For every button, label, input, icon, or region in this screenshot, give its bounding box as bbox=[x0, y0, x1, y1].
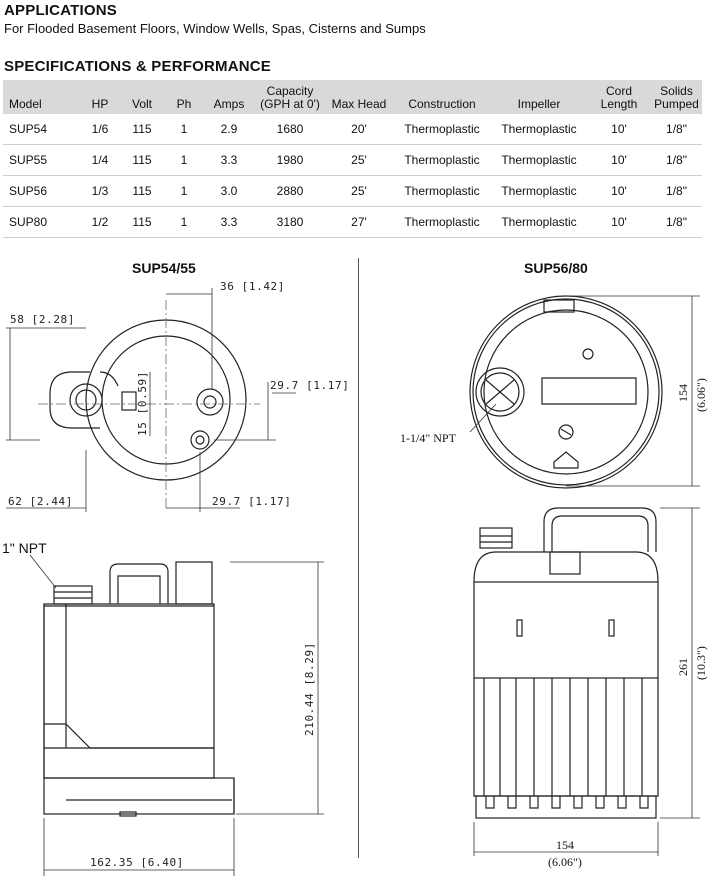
cell-model: SUP54 bbox=[3, 114, 81, 145]
cell-capacity: 3180 bbox=[255, 207, 325, 238]
cell-hp: 1/4 bbox=[81, 145, 119, 176]
cell-maxhead: 20' bbox=[325, 114, 393, 145]
cell-solids: 1/8" bbox=[651, 145, 702, 176]
cell-ph: 1 bbox=[165, 176, 203, 207]
col-solids-line1: Solids bbox=[660, 84, 693, 98]
cell-cord: 10' bbox=[587, 207, 651, 238]
cell-amps: 2.9 bbox=[203, 114, 255, 145]
col-ph: Ph bbox=[165, 80, 203, 114]
cell-capacity: 1980 bbox=[255, 145, 325, 176]
col-volt: Volt bbox=[119, 80, 165, 114]
cell-amps: 3.3 bbox=[203, 207, 255, 238]
cell-construction: Thermoplastic bbox=[393, 176, 491, 207]
dim-15-label: 15 [0.59] bbox=[136, 370, 149, 436]
cell-model: SUP56 bbox=[3, 176, 81, 207]
cell-cord: 10' bbox=[587, 176, 651, 207]
cell-capacity: 1680 bbox=[255, 114, 325, 145]
cell-model: SUP80 bbox=[3, 207, 81, 238]
width-dim-mm: 154 bbox=[556, 838, 574, 852]
cell-solids: 1/8" bbox=[651, 207, 702, 238]
cell-volt: 115 bbox=[119, 114, 165, 145]
height-dim-mm: 261 bbox=[676, 658, 690, 676]
col-cord-line1: Cord bbox=[605, 84, 632, 98]
cell-solids: 1/8" bbox=[651, 176, 702, 207]
sup56-top-view bbox=[470, 296, 662, 488]
col-capacity-line1: Capacity bbox=[266, 84, 314, 98]
right-drawing-title: SUP56/80 bbox=[524, 260, 588, 276]
cell-volt: 115 bbox=[119, 176, 165, 207]
cell-model: SUP55 bbox=[3, 145, 81, 176]
dim-height-label: 210.44 [8.29] bbox=[303, 642, 316, 736]
cell-amps: 3.3 bbox=[203, 145, 255, 176]
cell-cord: 10' bbox=[587, 114, 651, 145]
cell-cord: 10' bbox=[587, 145, 651, 176]
cell-construction: Thermoplastic bbox=[393, 207, 491, 238]
npt-114-label: 1-1/4" NPT bbox=[400, 431, 456, 445]
width-dim-in: (6.06") bbox=[548, 855, 582, 869]
cell-ph: 1 bbox=[165, 145, 203, 176]
cell-volt: 115 bbox=[119, 207, 165, 238]
cell-hp: 1/6 bbox=[81, 114, 119, 145]
col-cord-line2: Length bbox=[600, 97, 638, 111]
cell-impeller: Thermoplastic bbox=[491, 114, 587, 145]
cell-capacity: 2880 bbox=[255, 176, 325, 207]
cell-amps: 3.0 bbox=[203, 176, 255, 207]
npt-1in-label: 1" NPT bbox=[2, 540, 47, 556]
col-hp: HP bbox=[81, 80, 119, 114]
col-solids-line2: Pumped bbox=[654, 97, 699, 111]
top-dim-mm: 154 bbox=[676, 384, 690, 402]
dim-29-bottom-label: 29.7 [1.17] bbox=[212, 495, 292, 508]
specs-heading: SPECIFICATIONS & PERFORMANCE bbox=[4, 58, 272, 75]
applications-text: For Flooded Basement Floors, Window Wells, Spas, Cisterns and Sumps bbox=[4, 21, 426, 36]
dim-58-label: 58 [2.28] bbox=[10, 313, 76, 326]
dim-29-right-label: 29.7 [1.17] bbox=[270, 379, 350, 392]
top-dim-in: (6.06") bbox=[694, 378, 708, 412]
dim-62-label: 62 [2.44] bbox=[8, 495, 74, 508]
cell-ph: 1 bbox=[165, 207, 203, 238]
col-construction: Construction bbox=[393, 80, 491, 114]
applications-heading: APPLICATIONS bbox=[4, 2, 117, 19]
col-maxhead: Max Head bbox=[325, 80, 393, 114]
sup56-side-view bbox=[474, 508, 658, 818]
cell-impeller: Thermoplastic bbox=[491, 145, 587, 176]
cell-maxhead: 25' bbox=[325, 145, 393, 176]
cell-hp: 1/3 bbox=[81, 176, 119, 207]
cell-construction: Thermoplastic bbox=[393, 145, 491, 176]
left-drawing-title: SUP54/55 bbox=[132, 260, 196, 276]
cell-maxhead: 27' bbox=[325, 207, 393, 238]
cell-solids: 1/8" bbox=[651, 114, 702, 145]
height-dim-in: (10.3") bbox=[694, 646, 708, 680]
dim-36-label: 36 [1.42] bbox=[220, 280, 286, 293]
cell-ph: 1 bbox=[165, 114, 203, 145]
col-amps: Amps bbox=[203, 80, 255, 114]
col-capacity-line2: (GPH at 0') bbox=[260, 97, 320, 111]
cell-volt: 115 bbox=[119, 145, 165, 176]
dim-width-label: 162.35 [6.40] bbox=[90, 856, 184, 869]
cell-hp: 1/2 bbox=[81, 207, 119, 238]
sup54-side-view bbox=[44, 562, 234, 816]
cell-impeller: Thermoplastic bbox=[491, 176, 587, 207]
cell-maxhead: 25' bbox=[325, 176, 393, 207]
col-impeller: Impeller bbox=[491, 80, 587, 114]
cell-construction: Thermoplastic bbox=[393, 114, 491, 145]
cell-impeller: Thermoplastic bbox=[491, 207, 587, 238]
col-model: Model bbox=[3, 80, 81, 114]
